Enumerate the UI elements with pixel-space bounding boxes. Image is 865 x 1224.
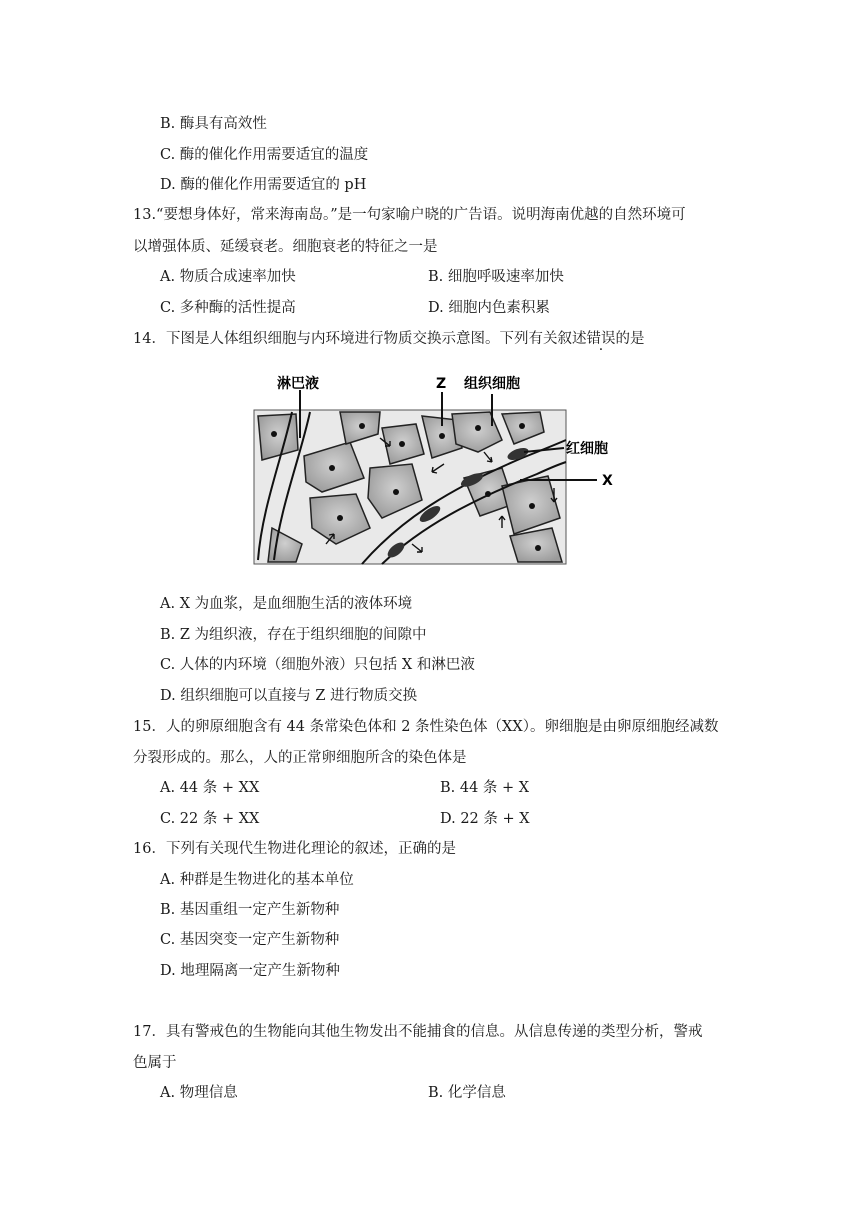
- nucleus: [519, 423, 525, 429]
- q13-stem-line1: 13.“要想身体好，常来海南岛。”是一句家喻户晓的广告语。说明海南优越的自然环境可: [133, 207, 686, 223]
- q14-stem-emphasis: 错误: [586, 331, 616, 347]
- q13-option-b: B. 细胞呼吸速率加快: [428, 269, 564, 285]
- q15-stem-line2: 分裂形成的。那么，人的正常卵细胞所含的染色体是: [133, 750, 467, 766]
- q15-stem-line1: 15．人的卵原细胞含有 44 条常染色体和 2 条性染色体（XX）。卵细胞是由卵原细胞经减数: [133, 719, 719, 735]
- nucleus: [475, 425, 481, 431]
- q14-option-a: A. X 为血浆，是血细胞生活的液体环境: [160, 596, 413, 612]
- nucleus: [337, 515, 343, 521]
- nucleus: [393, 489, 399, 495]
- q15-option-b: B. 44 条 + X: [440, 780, 530, 796]
- q14-option-b: B. Z 为组织液，存在于组织细胞的间隙中: [160, 627, 427, 643]
- q14-option-d: D. 组织细胞可以直接与 Z 进行物质交换: [160, 688, 418, 704]
- q17-option-b: B. 化学信息: [428, 1085, 506, 1101]
- nucleus: [399, 441, 405, 447]
- q15-option-d: D. 22 条 + X: [440, 811, 530, 827]
- label-lymph: 淋巴液: [277, 376, 319, 392]
- q17-stem-line1: 17．具有警戒色的生物能向其他生物发出不能捕食的信息。从信息传递的类型分析，警戒: [133, 1024, 703, 1040]
- q16-stem: 16．下列有关现代生物进化理论的叙述，正确的是: [133, 841, 456, 857]
- label-x: X: [602, 473, 613, 489]
- q16-option-b: B. 基因重组一定产生新物种: [160, 902, 340, 918]
- nucleus: [535, 545, 541, 551]
- q16-option-a: A. 种群是生物进化的基本单位: [160, 872, 354, 888]
- q14-stem-pre: 14．下图是人体组织细胞与内环境进行物质交换示意图。下列有关叙述: [133, 331, 587, 347]
- label-z: Z: [436, 376, 447, 392]
- q13-option-a: A. 物质合成速率加快: [160, 269, 296, 285]
- label-tissue-cell: 组织细胞: [464, 376, 520, 392]
- q12-option-c: C. 酶的催化作用需要适宜的温度: [160, 147, 369, 163]
- q12-option-b: B. 酶具有高效性: [160, 116, 267, 132]
- q12-option-d: D. 酶的催化作用需要适宜的 pH: [160, 177, 367, 193]
- q14-option-c: C. 人体的内环境（细胞外液）只包括 X 和淋巴液: [160, 657, 475, 673]
- q13-option-c: C. 多种酶的活性提高: [160, 300, 296, 316]
- q16-option-d: D. 地理隔离一定产生新物种: [160, 963, 340, 979]
- q17-option-a: A. 物理信息: [160, 1085, 238, 1101]
- nucleus: [359, 423, 365, 429]
- q16-option-c: C. 基因突变一定产生新物种: [160, 932, 340, 948]
- q15-option-c: C. 22 条 + XX: [160, 811, 260, 827]
- tissue-cell-exchange-diagram: [252, 368, 652, 568]
- q13-option-d: D. 细胞内色素积累: [428, 300, 550, 316]
- nucleus: [271, 431, 277, 437]
- nucleus: [439, 433, 445, 439]
- nucleus: [329, 465, 335, 471]
- q13-stem-line2: 以增强体质、延缓衰老。细胞衰老的特征之一是: [133, 239, 438, 255]
- q15-option-a: A. 44 条 + XX: [160, 780, 260, 796]
- q14-stem-post: 的是: [615, 331, 645, 347]
- nucleus: [529, 503, 535, 509]
- q14-stem: [133, 329, 644, 349]
- q17-stem-line2: 色属于: [133, 1055, 177, 1071]
- label-red-blood-cell: 红细胞: [566, 441, 608, 457]
